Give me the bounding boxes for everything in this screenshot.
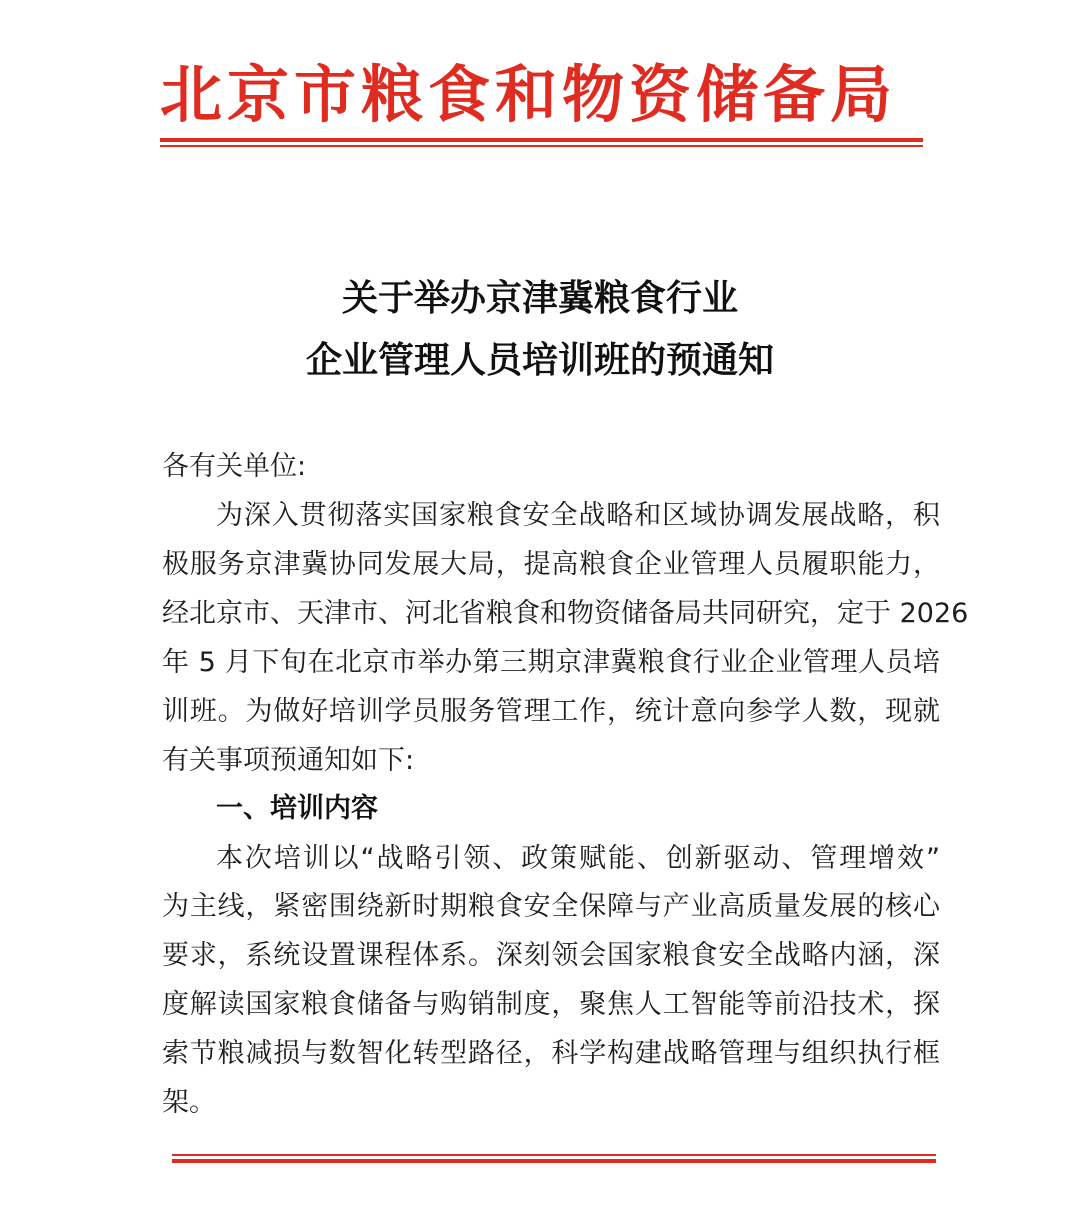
intro-line: 经北京市、天津市、河北省粮食和物资储备局共同研究，定于 2026 (162, 598, 969, 629)
document-title-line-2: 企业管理人员培训班的预通知 (305, 339, 774, 381)
section-1-line: 索节粮减损与数智化转型路径，科学构建战略管理与组织执行框 (162, 1038, 940, 1069)
intro-line: 为深入贯彻落实国家粮食安全战略和区域协调发展战略，积 (216, 500, 940, 531)
footer-rule-thin (172, 1154, 936, 1156)
intro-line: 极服务京津冀协同发展大局，提高粮食企业管理人员履职能力， (162, 549, 940, 580)
intro-line: 年 5 月下旬在北京市举办第三期京津冀粮食行业企业管理人员培 (162, 647, 940, 678)
footer-rule-thick (172, 1159, 936, 1163)
salutation: 各有关单位: (162, 451, 307, 482)
letterhead-org-name: 北京市粮食和物资储备局 (160, 58, 898, 131)
section-1-heading: 一、培训内容 (216, 793, 378, 824)
letterhead-rule-thin (160, 145, 923, 147)
section-1-line: 度解读国家粮食储备与购销制度，聚焦人工智能等前沿技术，探 (162, 989, 940, 1020)
intro-line: 有关事项预通知如下: (162, 745, 415, 776)
intro-line: 训班。为做好培训学员服务管理工作，统计意向参学人数，现就 (162, 696, 940, 727)
section-1-line: 为主线，紧密围绕新时期粮食安全保障与产业高质量发展的核心 (162, 891, 940, 922)
section-1-line: 本次培训以“战略引领、政策赋能、创新驱动、管理增效” (216, 843, 940, 874)
document-title-line-1: 关于举办京津冀粮食行业 (341, 277, 738, 319)
section-1-line: 架。 (162, 1087, 216, 1118)
letterhead-rule-thick (160, 138, 923, 142)
section-1-line: 要求，系统设置课程体系。深刻领会国家粮食安全战略内涵，深 (162, 940, 940, 971)
